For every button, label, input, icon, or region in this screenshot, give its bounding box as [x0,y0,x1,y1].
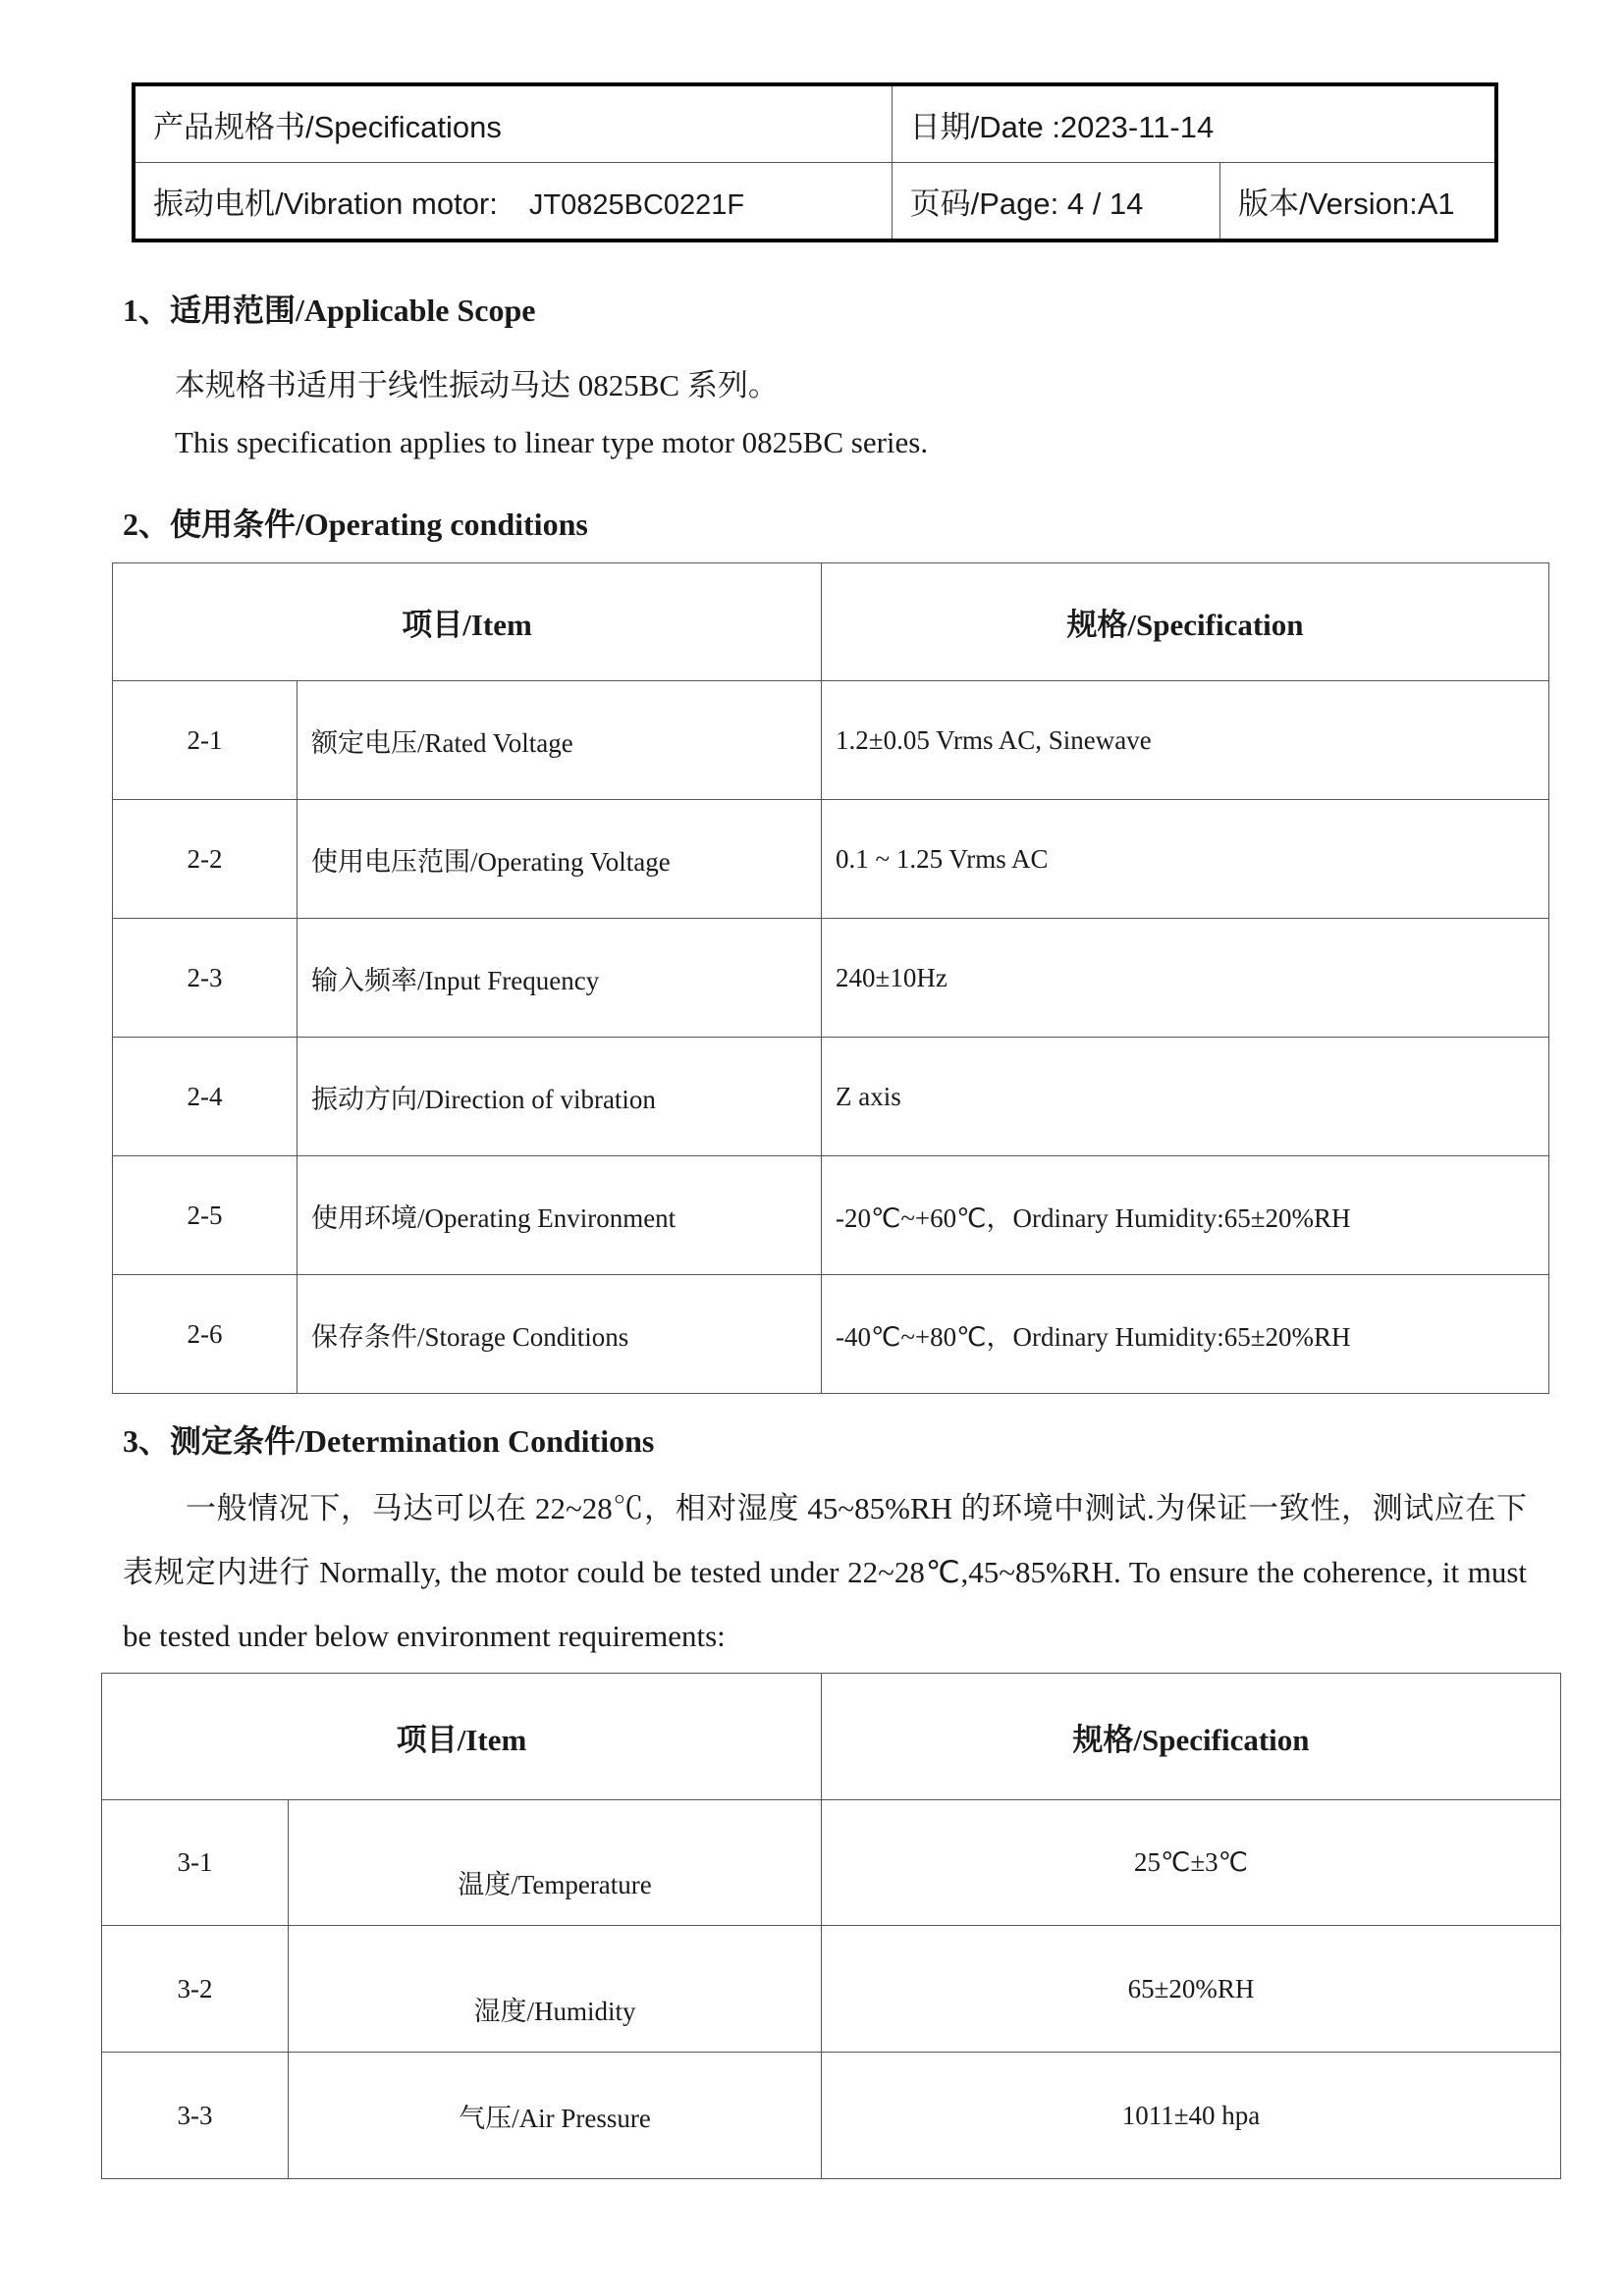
row-number: 2-1 [113,681,298,800]
row-number: 2-3 [113,919,298,1038]
row-spec: -20℃~+60℃，Ordinary Humidity:65±20%RH [822,1156,1549,1275]
row-number: 2-4 [113,1038,298,1156]
table-row [102,1800,1561,1926]
row-item-text: 温度/Temperature [458,1870,652,1899]
header-product [134,163,892,241]
table-header-row [102,1674,1561,1800]
row-item: 使用电压范围/Operating Voltage [298,800,822,919]
col-header-spec: 规格/Specification [822,1674,1561,1800]
row-spec: 1011±40 hpa [822,2053,1561,2179]
row-number: 2-6 [113,1275,298,1394]
row-number: 3-1 [102,1800,289,1926]
section3-heading: 3、测定条件/Determination Conditions [123,1423,655,1459]
table-row [113,681,1549,800]
row-spec: -40℃~+80℃，Ordinary Humidity:65±20%RH [822,1275,1549,1394]
row-spec: Z axis [822,1038,1549,1156]
row-spec: 0.1 ~ 1.25 Vrms AC [822,800,1549,919]
table-row [113,1275,1549,1394]
table-header-row [113,563,1549,681]
header-date: 日期/Date :2023-11-14 [892,84,1496,163]
table-row [102,2053,1561,2179]
header-version: 版本/Version:A1 [1220,163,1496,241]
table-row [113,1156,1549,1275]
row-number: 2-5 [113,1156,298,1275]
row-number: 2-2 [113,800,298,919]
row-item: 气压/Air Pressure [289,2053,822,2179]
row-item: 振动方向/Direction of vibration [298,1038,822,1156]
row-spec: 65±20%RH [822,1926,1561,2053]
header-title: 产品规格书/Specifications [134,84,892,163]
row-item: 保存条件/Storage Conditions [298,1275,822,1394]
row-number: 3-3 [102,2053,289,2179]
row-spec: 240±10Hz [822,919,1549,1038]
header-page: 页码/Page: 4 / 14 [892,163,1219,241]
col-header-spec: 规格/Specification [822,563,1549,681]
table-row [113,919,1549,1038]
row-item: 额定电压/Rated Voltage [298,681,822,800]
table-row [113,800,1549,919]
table-row [113,1038,1549,1156]
row-item [289,1800,822,1926]
row-item-text: 湿度/Humidity [473,1996,636,2026]
operating-conditions-table [112,562,1549,1394]
section1-heading: 1、适用范围/Applicable Scope [123,293,536,328]
row-number: 3-2 [102,1926,289,2053]
section1-line-en: This specification applies to linear type motor 0825BC series. [175,425,929,459]
header-product-label: 振动电机/Vibration motor: [153,187,498,221]
document-header [132,82,1498,242]
col-header-item: 项目/Item [102,1674,822,1800]
row-item [289,1926,822,2053]
header-part-number: JT0825BC0221F [528,189,745,221]
section2-heading: 2、使用条件/Operating conditions [123,507,588,542]
row-spec: 1.2±0.05 Vrms AC, Sinewave [822,681,1549,800]
row-item: 输入频率/Input Frequency [298,919,822,1038]
section3-paragraph: 一般情况下，马达可以在 22~28℃，相对湿度 45~85%RH 的环境中测试.为保证一致性，测试应在下表规定内进行 Normally, the motor could be tested under 22~28℃,45~85%RH. To ensure the coherence, it must be tested under below environment requirements: [123,1491,1527,1653]
section1-line-cn: 本规格书适用于线性振动马达 0825BC 系列。 [175,368,779,402]
determination-conditions-table [101,1673,1561,2179]
table-row [102,1926,1561,2053]
row-spec: 25℃±3℃ [822,1800,1561,1926]
row-item: 使用环境/Operating Environment [298,1156,822,1275]
col-header-item: 项目/Item [113,563,822,681]
